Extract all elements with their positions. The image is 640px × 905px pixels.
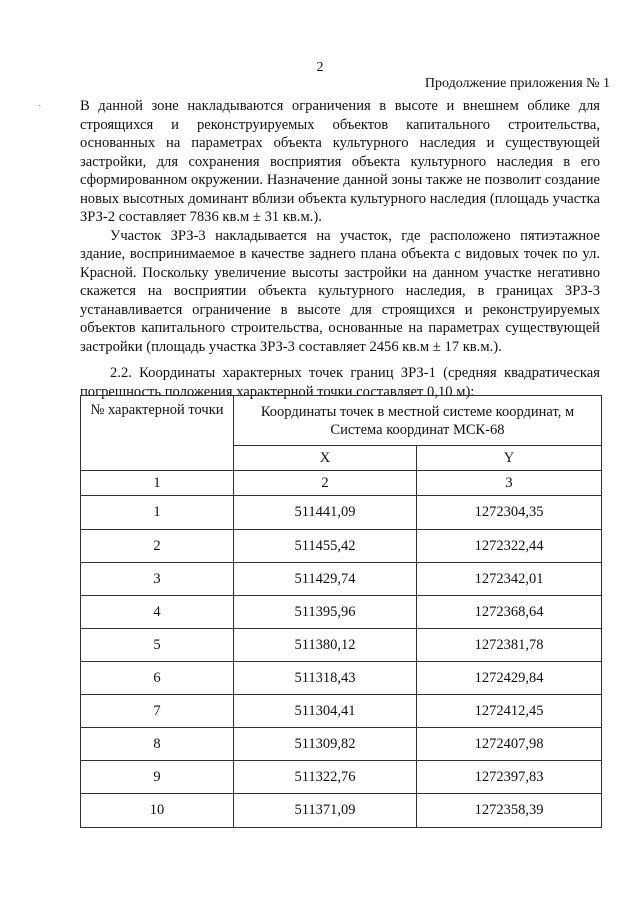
y-cell: 1272322,44 [417,530,602,563]
x-cell: 511322,76 [234,761,417,794]
point-cell: 1 [81,496,234,530]
table-row [81,496,602,530]
table-row [81,761,602,794]
y-cell: 1272358,39 [417,794,602,828]
y-cell: 1272397,83 [417,761,602,794]
point-cell: 5 [81,629,234,662]
coordinate-system-header [234,396,602,446]
point-cell: 7 [81,695,234,728]
x-header: X [234,446,417,471]
y-cell: 1272407,98 [417,728,602,761]
y-cell: 1272412,45 [417,695,602,728]
body-text [80,97,600,401]
scan-mark: ˏ [38,96,42,107]
x-cell: 511309,82 [234,728,417,761]
table-row [81,695,602,728]
x-cell: 511429,74 [234,563,417,596]
table-row [81,794,602,828]
table-row [81,596,602,629]
table-row [81,563,602,596]
table-row [81,728,602,761]
y-cell: 1272381,78 [417,629,602,662]
y-cell: 1272368,64 [417,596,602,629]
point-cell: 3 [81,563,234,596]
x-cell: 511380,12 [234,629,417,662]
coordinate-header-line1: Координаты точек в местной системе координат, м [260,403,575,420]
table-row [81,530,602,563]
y-cell: 1272304,35 [417,496,602,530]
coordinates-table [80,395,602,828]
x-cell: 511371,09 [234,794,417,828]
coordinate-header-line2: Система координат МСК-68 [330,421,505,438]
x-cell: 511318,43 [234,662,417,695]
table-row [81,629,602,662]
point-cell: 6 [81,662,234,695]
paragraph-zrz3: Участок ЗРЗ-3 накладывается на участок, где расположено пятиэтажное здание, воспринимаемое в качестве заднего плана объекта с видовых точек по ул. Красной. Поскольку увеличение высоты застройки на данном участке негативно скажется на восприятии объекта культурного наследия, в границах ЗРЗ-3 устанавливается ограничение в высоте для строящихся и реконструируемых объектов капитального строительства, основанные на параметрах существующей застройки (площадь участка ЗРЗ-3 составляет 2456 кв.м ± 17 кв.м.). [80,227,600,355]
y-header: Y [417,446,602,471]
x-cell: 511304,41 [234,695,417,728]
paragraph-zone-restrictions: В данной зоне накладываются ограничения в высоте и внешнем облике для строящихся и реконструируемых объектов капитального строительства, основанных на параметрах объекта культурного наследия и существующей застройки, для сохранения восприятия объекта культурного наследия в его сформированном окружении. Назначение данной зоны также не позволит создание новых высотных доминант вблизи объекта культурного наследия (площадь участка ЗРЗ-2 составляет 7836 кв.м ± 31 кв.м.). [80,98,600,225]
page-number: 2 [316,60,324,75]
x-cell: 511441,09 [234,496,417,530]
x-cell: 511455,42 [234,530,417,563]
column-number: 3 [417,471,602,496]
point-cell: 4 [81,596,234,629]
point-cell: 9 [81,761,234,794]
column-numbering-row [81,471,602,496]
y-cell: 1272342,01 [417,563,602,596]
column-number: 1 [81,471,234,496]
point-cell: 8 [81,728,234,761]
column-number: 2 [234,471,417,496]
point-number-header: № характерной точки [81,396,234,471]
appendix-label: Продолжение приложения № 1 [424,76,610,91]
x-cell: 511395,96 [234,596,417,629]
y-cell: 1272429,84 [417,662,602,695]
paragraph-coordinates-intro: 2.2. Координаты характерных точек границ ЗРЗ-1 (средняя квадратическая погрешность положения характерной точки составляет 0,10 м): [80,365,600,400]
point-cell: 10 [81,794,234,828]
point-cell: 2 [81,530,234,563]
table-row [81,662,602,695]
